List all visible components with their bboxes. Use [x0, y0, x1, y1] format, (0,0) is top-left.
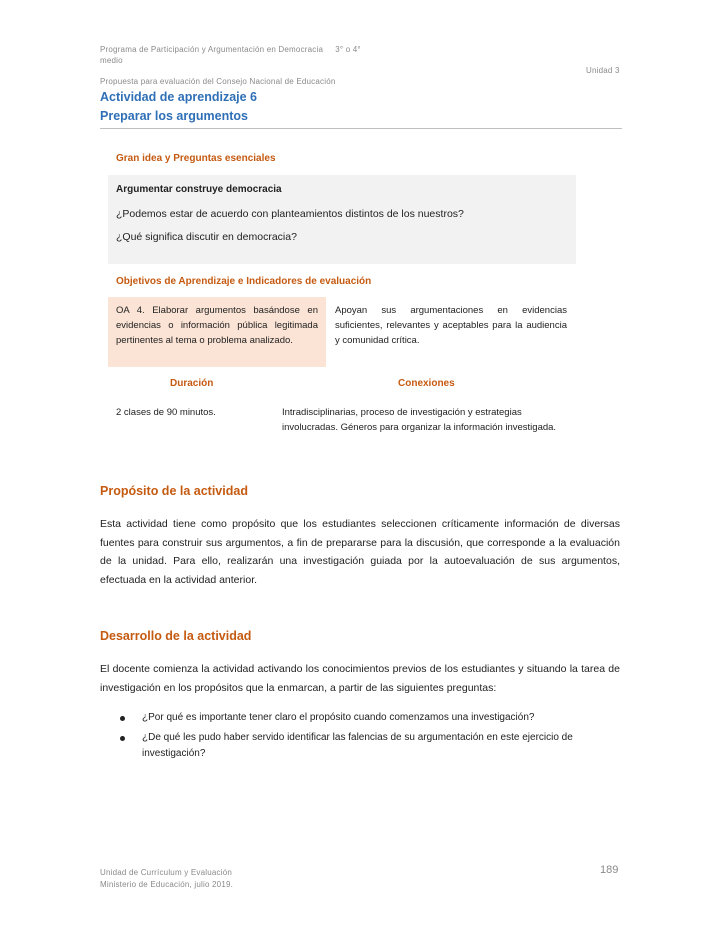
program-line-2: medio [100, 56, 123, 65]
activity-title: Actividad de aprendizaje 6 [100, 90, 257, 104]
desarrollo-intro: El docente comienza la actividad activando los conocimientos previos de los estudiantes y situando la tarea de investigación en los propósitos que la enmarcan, a partir de las siguientes preguntas: [100, 663, 620, 694]
bullet-icon [120, 716, 125, 721]
essential-question-2: ¿Qué significa discutir en democracia? [116, 231, 297, 243]
oa-box [108, 297, 326, 367]
bullet-text: ¿De qué les pudo haber servido identificar las falencias de su argumentación en este ejercicio de investigación? [142, 732, 573, 759]
duracion-value: 2 clases de 90 minutos. [116, 407, 216, 418]
indicator-text: Apoyan sus argumentaciones en evidencias suficientes, relevantes y aceptables para la audiencia y comunidad crítica. [335, 305, 567, 346]
footer [100, 867, 233, 891]
proposito-text: Esta actividad tiene como propósito que los estudiantes seleccionen críticamente información de diversas fuentes para construir sus argumentos, a fin de prepararse para la discusión, que corresponde a la evaluación de la unidad. Para ello, realizarán una investigación guiada por la autoevaluación de sus argumentos, efectuada en la actividad anterior. [100, 518, 620, 586]
essential-question-1: ¿Podemos estar de acuerdo con planteamientos distintos de los nuestros? [116, 208, 464, 220]
desarrollo-heading: Desarrollo de la actividad [100, 629, 252, 643]
program-header [100, 44, 400, 66]
bullet-icon [120, 736, 125, 741]
program-line-1: Programa de Participación y Argumentación en Democracia 3° o 4° [100, 45, 361, 54]
header-divider [100, 128, 622, 129]
page-number: 189 [600, 864, 619, 876]
footer-line-2: Ministerio de Educación, julio 2019. [100, 880, 234, 889]
unit-label: Unidad 3 [586, 66, 620, 75]
list-item [118, 710, 620, 726]
objetivos-heading: Objetivos de Aprendizaje e Indicadores de evaluación [116, 276, 372, 287]
footer-line-1: Unidad de Currículum y Evaluación [100, 868, 232, 877]
proposal-line: Propuesta para evaluación del Consejo Nacional de Educación [100, 77, 336, 86]
gran-idea-heading: Gran idea y Preguntas esenciales [116, 153, 276, 164]
activity-subtitle: Preparar los argumentos [100, 109, 248, 123]
gran-idea-box [108, 175, 576, 264]
bullet-text: ¿Por qué es importante tener claro el propósito cuando comenzamos una investigación? [142, 712, 535, 723]
oa-text: OA 4. Elaborar argumentos basándose en evidencias o información pública legitimada pertinentes al tema o problema analizado. [116, 305, 318, 346]
conexiones-heading: Conexiones [398, 378, 455, 389]
duracion-heading: Duración [170, 378, 214, 389]
proposito-heading: Propósito de la actividad [100, 484, 248, 498]
desarrollo-bullet-list [118, 710, 620, 766]
list-item [118, 730, 620, 762]
conexiones-value: Intradisciplinarias, proceso de investigación y estrategias involucradas. Géneros para organizar la información investigada. [282, 407, 557, 433]
gran-idea-statement: Argumentar construye democracia [116, 184, 282, 195]
